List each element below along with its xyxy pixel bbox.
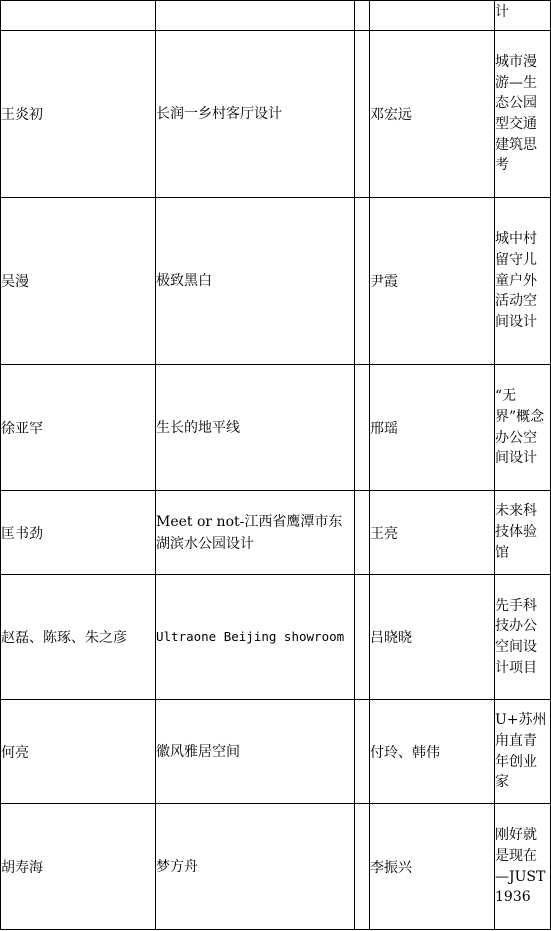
spacer-cell (355, 575, 370, 700)
mentor-cell (370, 1, 495, 31)
spacer-cell (355, 491, 370, 575)
author-cell: 胡寿海 (1, 804, 156, 930)
table-row (1, 1, 551, 31)
mentor-cell: 邢瑶 (370, 365, 495, 491)
spacer-cell (355, 365, 370, 491)
author-cell: 何亮 (1, 700, 156, 804)
work-title-cell: 极致黑白 (156, 198, 355, 365)
project-cell: 计 (495, 1, 551, 31)
table-row (1, 700, 551, 804)
mentor-cell: 李振兴 (370, 804, 495, 930)
mentor-cell: 王亮 (370, 491, 495, 575)
spacer-cell (355, 1, 370, 31)
table-row (1, 198, 551, 365)
project-cell: “无界”概念办公空间设计 (495, 365, 551, 491)
table-row (1, 491, 551, 575)
mentor-cell: 尹霞 (370, 198, 495, 365)
table-row (1, 31, 551, 198)
author-cell: 匡书劲 (1, 491, 156, 575)
project-cell: 先手科技办公空间设计项目 (495, 575, 551, 700)
mentor-cell: 邓宏远 (370, 31, 495, 198)
mentor-cell: 吕晓晓 (370, 575, 495, 700)
spacer-cell (355, 31, 370, 198)
spacer-cell (355, 804, 370, 930)
spacer-cell (355, 700, 370, 804)
work-title-cell: Ultraone Beijing showroom (156, 575, 355, 700)
project-cell: U+苏州甪直青年创业家 (495, 700, 551, 804)
project-cell: 城中村留守儿童户外活动空间设计 (495, 198, 551, 365)
author-cell: 吴漫 (1, 198, 156, 365)
work-title-cell: 生长的地平线 (156, 365, 355, 491)
work-title-cell: Meet or not-江西省鹰潭市东湖滨水公园设计 (156, 491, 355, 575)
work-title-cell (156, 1, 355, 31)
spacer-cell (355, 198, 370, 365)
author-cell: 徐亚罕 (1, 365, 156, 491)
work-title-cell: 长润一乡村客厅设计 (156, 31, 355, 198)
mentor-cell: 付玲、韩伟 (370, 700, 495, 804)
work-title-cell: 徽风雅居空间 (156, 700, 355, 804)
author-cell: 赵磊、陈琢、朱之彦 (1, 575, 156, 700)
table-row (1, 575, 551, 700)
project-cell: 城市漫游—生态公园型交通建筑思考 (495, 31, 551, 198)
project-cell: 刚好就是现在—JUST1936 (495, 804, 551, 930)
table-row (1, 804, 551, 930)
project-cell: 未来科技体验馆 (495, 491, 551, 575)
author-cell: 王炎初 (1, 31, 156, 198)
work-title-cell: 梦方舟 (156, 804, 355, 930)
author-cell (1, 1, 156, 31)
table-row (1, 365, 551, 491)
